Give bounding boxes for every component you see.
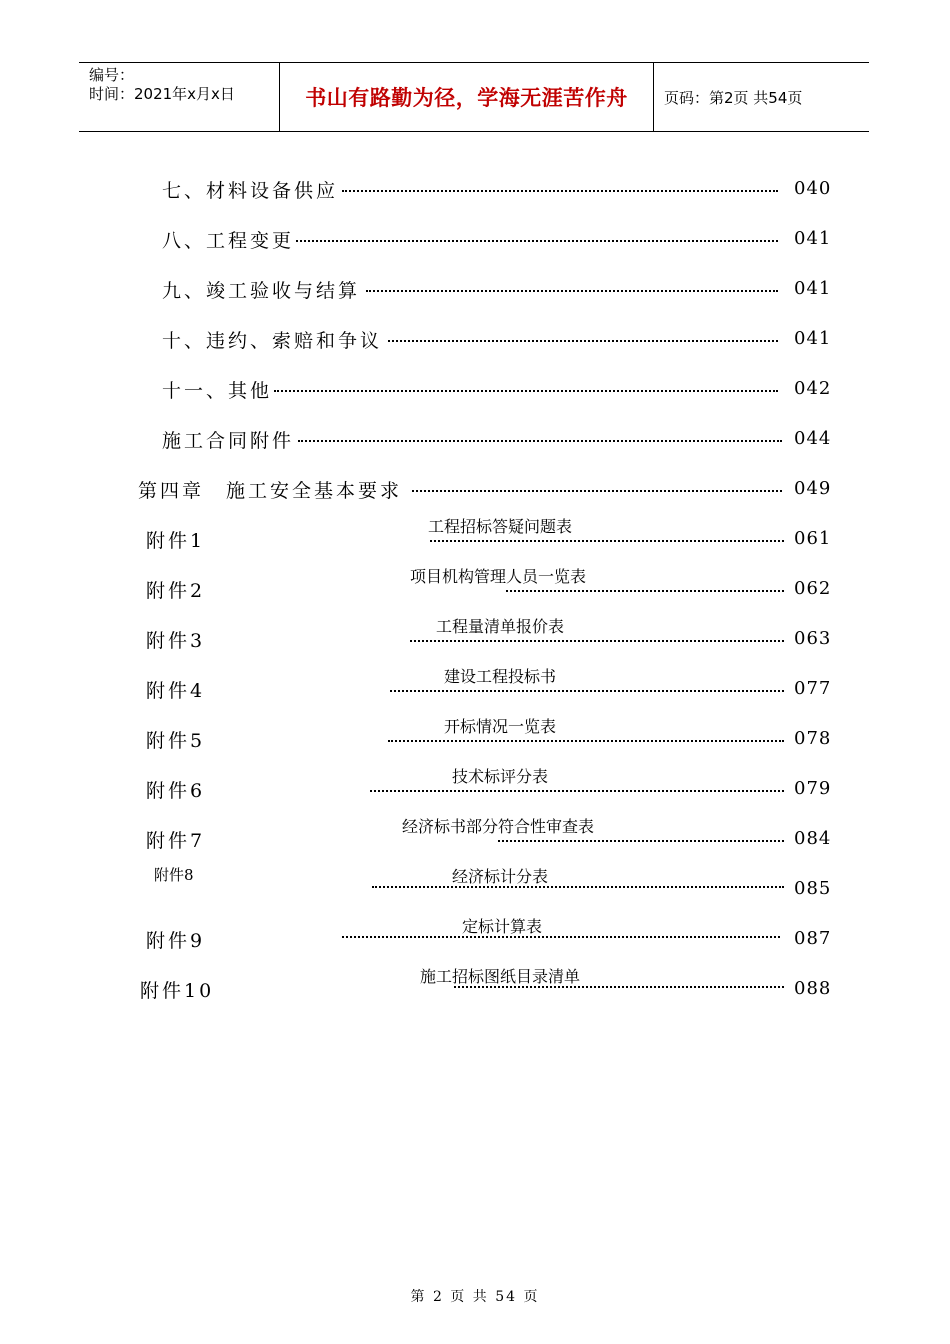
attachment-entry[interactable] xyxy=(146,917,832,956)
attachment-title: 工程量清单报价表 xyxy=(436,617,565,636)
attachment-entry[interactable] xyxy=(146,817,832,856)
toc-entry-label: 七、材料设备供应 xyxy=(162,180,339,202)
toc-leader xyxy=(454,986,784,988)
attachment-entry[interactable] xyxy=(146,617,832,656)
attachment-page: 079 xyxy=(794,778,832,799)
attachment-label: 附件5 xyxy=(146,730,206,752)
attachment-label: 附件9 xyxy=(146,930,206,952)
attachment-title: 技术标评分表 xyxy=(452,767,549,786)
attachment-label: 附件8 xyxy=(154,866,194,884)
serial-label: 编号： xyxy=(89,66,135,84)
attachment-page: 063 xyxy=(794,628,832,649)
toc-leader xyxy=(390,690,784,692)
attachment-page: 088 xyxy=(794,978,832,999)
attachment-title: 经济标计分表 xyxy=(452,867,549,886)
toc-leader xyxy=(412,490,782,492)
toc-entry-label: 十、违约、索赔和争议 xyxy=(162,330,383,352)
attachment-page: 085 xyxy=(794,878,832,899)
attachment-title: 项目机构管理人员一览表 xyxy=(410,567,587,586)
toc-leader xyxy=(388,340,778,342)
toc-leader xyxy=(388,740,784,742)
page-footer: 第 2 页 共 54 页 xyxy=(410,1289,540,1305)
attachment-entry[interactable] xyxy=(146,567,832,606)
time-label: 时间：2021年x月x日 xyxy=(89,85,235,103)
attachment-entry[interactable] xyxy=(146,717,832,756)
toc-entry-page: 041 xyxy=(794,278,832,299)
toc-leader xyxy=(298,440,782,442)
attachment-title: 定标计算表 xyxy=(462,917,543,936)
toc-entry-label: 九、竣工验收与结算 xyxy=(162,280,361,302)
attachment-title: 施工招标图纸目录清单 xyxy=(420,967,581,986)
toc-entry[interactable] xyxy=(162,376,832,406)
attachment-page: 084 xyxy=(794,828,832,849)
page-header xyxy=(79,62,869,132)
attachment-label: 附件2 xyxy=(146,580,206,602)
toc-leader xyxy=(342,190,778,192)
attachment-label: 附件3 xyxy=(146,630,206,652)
toc-entry-page: 041 xyxy=(794,228,832,249)
attachment-label: 附件4 xyxy=(146,680,206,702)
attachment-label: 附件10 xyxy=(140,980,215,1002)
toc-entry-page: 044 xyxy=(794,428,832,449)
toc-entry-label: 十一、其他 xyxy=(162,380,273,402)
toc-leader xyxy=(342,936,780,938)
toc-entry[interactable] xyxy=(138,476,832,506)
toc-entry[interactable] xyxy=(162,326,832,356)
toc-leader xyxy=(498,840,784,842)
toc-entry-page: 041 xyxy=(794,328,832,349)
toc-entry-page: 049 xyxy=(794,478,832,499)
attachment-entry[interactable] xyxy=(146,767,832,806)
attachment-title: 建设工程投标书 xyxy=(444,667,557,686)
toc-entry[interactable] xyxy=(162,176,832,206)
toc-entry-page: 042 xyxy=(794,378,832,399)
toc-entry-label: 八、工程变更 xyxy=(162,230,295,252)
toc-leader xyxy=(372,886,784,888)
toc-entry[interactable] xyxy=(162,276,832,306)
attachment-page: 078 xyxy=(794,728,832,749)
attachment-page: 061 xyxy=(794,528,832,549)
toc-entry[interactable] xyxy=(162,226,832,256)
toc-entry[interactable] xyxy=(162,426,832,456)
attachment-title: 工程招标答疑问题表 xyxy=(428,517,573,536)
toc-entry-label: 第四章 施工安全基本要求 xyxy=(138,480,403,502)
toc-entry-page: 040 xyxy=(794,178,832,199)
attachment-page: 087 xyxy=(794,928,832,949)
header-meta xyxy=(79,63,280,131)
attachment-page: 077 xyxy=(794,678,832,699)
header-motto: 书山有路勤为径，学海无涯苦作舟 xyxy=(280,63,654,131)
toc-leader xyxy=(366,290,778,292)
attachment-label: 附件1 xyxy=(146,530,206,552)
toc-entry-label: 施工合同附件 xyxy=(162,430,295,452)
attachment-label: 附件7 xyxy=(146,830,206,852)
toc-leader xyxy=(430,540,784,542)
attachment-entry[interactable] xyxy=(140,967,832,1006)
toc-leader xyxy=(410,640,784,642)
attachment-entry[interactable] xyxy=(146,517,832,556)
attachment-title: 经济标书部分符合性审查表 xyxy=(402,817,595,836)
toc-leader xyxy=(506,590,784,592)
attachment-page: 062 xyxy=(794,578,832,599)
attachment-entry[interactable] xyxy=(146,866,832,906)
header-page-info: 页码：第2页 共54页 xyxy=(664,88,803,107)
attachment-label: 附件6 xyxy=(146,780,206,802)
toc-leader xyxy=(274,390,778,392)
attachment-entry[interactable] xyxy=(146,667,832,706)
attachment-title: 开标情况一览表 xyxy=(444,717,557,736)
toc-leader xyxy=(296,240,778,242)
toc-leader xyxy=(370,790,784,792)
